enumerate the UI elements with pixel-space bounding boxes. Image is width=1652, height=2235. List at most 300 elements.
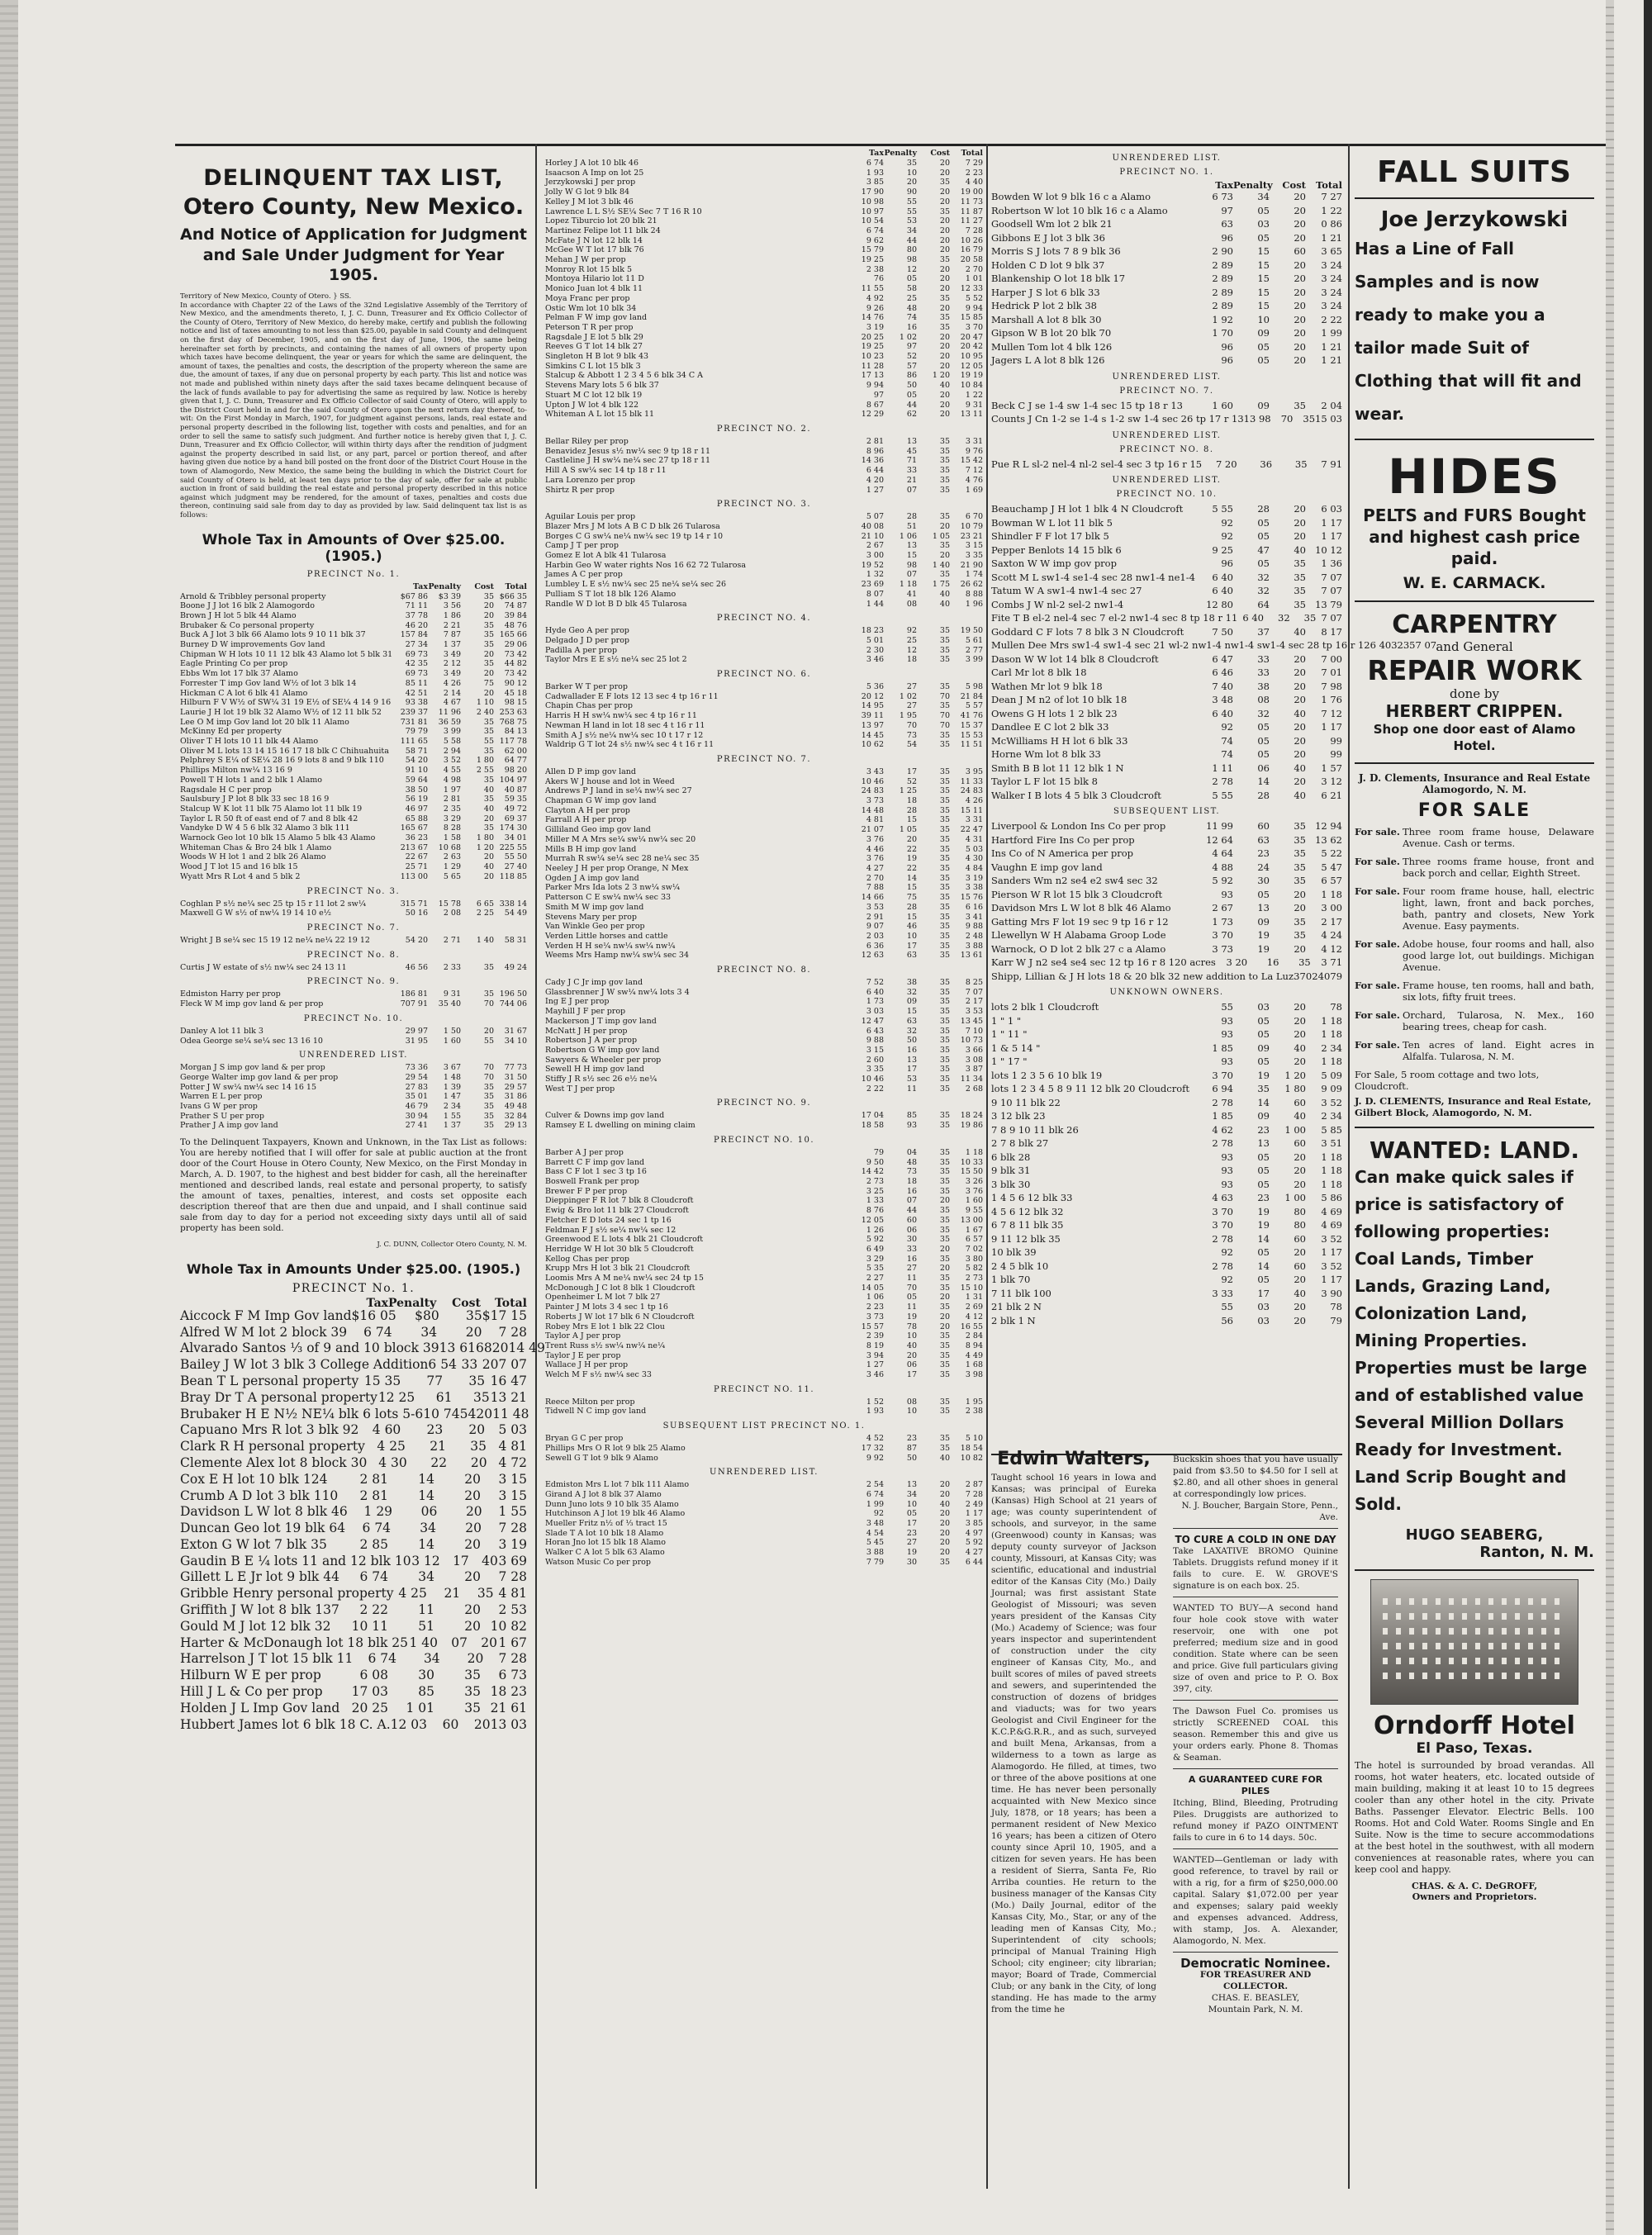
tax-row-amount: 14 — [1257, 1096, 1270, 1108]
tax-row-amount: 6 74 — [866, 225, 884, 235]
tax-row-amount: 3 52 — [1321, 1096, 1342, 1108]
tax-row-amount: 2 70 — [965, 264, 983, 274]
tax-row-amount: 35 — [939, 313, 950, 323]
tax-row — [180, 630, 527, 640]
tax-row — [545, 456, 983, 466]
tax-row — [180, 1554, 527, 1570]
tax-row-amount: $66 35 — [499, 591, 527, 601]
tax-row-amount: 23 — [1257, 1123, 1270, 1136]
tax-row — [991, 1191, 1342, 1205]
tax-row — [545, 1284, 983, 1293]
tax-row-amount: 29 13 — [504, 1121, 527, 1131]
tax-row-amount: 11 27 — [960, 216, 983, 226]
tax-row-description: Taylor A J per prop — [545, 1331, 621, 1341]
divider — [1355, 1127, 1594, 1128]
tax-row-amount: 64 — [1257, 598, 1270, 610]
tax-row-amount: 09 — [1257, 1110, 1270, 1122]
tax-row-amount: 79 — [1330, 1314, 1342, 1326]
tax-row — [180, 640, 527, 650]
tax-rows-unrendered — [180, 1063, 527, 1131]
tax-row-description: Bass C F lot 1 sec 3 tp 16 — [545, 1167, 647, 1177]
tax-row-description: Jolly W G lot 9 blk 84 — [545, 187, 630, 197]
tax-row-amount: 3 66 — [965, 1045, 983, 1055]
tax-row — [991, 720, 1342, 734]
tax-row-amount: 11 — [418, 1602, 434, 1618]
tax-row-description: 7 8 9 10 11 blk 26 — [991, 1123, 1079, 1136]
tax-row-amount: 1 17 — [1321, 1274, 1342, 1285]
tax-row-amount: 93 — [1221, 1056, 1233, 1067]
tax-row — [991, 1151, 1342, 1165]
tax-row-amount: 10 46 — [861, 1075, 884, 1084]
tax-row-amount: 15 42 — [960, 456, 983, 466]
tax-row — [991, 1246, 1342, 1260]
tax-row-description: Warnock, O D lot 2 blk 27 c a Alamo — [991, 942, 1166, 955]
divider — [1173, 1848, 1338, 1849]
tax-row-amount: 7 40 — [1212, 680, 1233, 692]
hotel-window — [1475, 1628, 1480, 1635]
tax-row-description: Kellog Chas per prop — [545, 1254, 629, 1264]
tax-row-description: Coghlan P s½ ne¼ sec 25 tp 15 r 11 lot 2 sw¼ — [180, 899, 367, 909]
tax-row-description: Robertson G W imp gov land — [545, 1045, 660, 1055]
tax-row — [991, 1232, 1342, 1246]
tax-row-description: Gipson W B lot 20 blk 70 — [991, 327, 1112, 339]
tax-row-amount: 1 18 — [1321, 1165, 1342, 1176]
tax-row-amount: 6 74 — [363, 1324, 392, 1340]
tax-row-amount: 20 — [939, 245, 950, 255]
tax-row-amount: 48 — [906, 1157, 917, 1167]
tax-row-amount: 19 — [1257, 1219, 1270, 1231]
tax-row-amount: 28 — [1257, 503, 1270, 515]
tax-row-amount: 35 — [939, 626, 950, 636]
tax-row-amount: 1 55 — [498, 1504, 527, 1520]
tax-row-amount: 35 — [939, 1397, 950, 1407]
tax-row — [545, 551, 983, 561]
tax-row-amount: 7 28 — [498, 1324, 527, 1340]
precinct-heading: PRECINCT NO. 4. — [716, 614, 812, 624]
tax-row-amount: 1 39 — [443, 1082, 461, 1092]
tax-row-amount: 20 — [1294, 313, 1306, 325]
tax-row-amount: 3 15 — [866, 1045, 884, 1055]
hotel-window — [1502, 1613, 1507, 1620]
tax-row-description: Whiteman A L lot 15 blk 11 — [545, 410, 655, 420]
tax-row-amount: 15 — [1257, 286, 1270, 298]
tax-row-amount: 37 — [1294, 970, 1306, 982]
tax-row-amount: 08 — [1257, 694, 1270, 705]
hotel-window — [1462, 1673, 1467, 1679]
tax-row-amount: 29 54 — [405, 1072, 428, 1082]
tax-row-amount: 35 — [464, 1700, 481, 1715]
tax-row-description: Herridge W H lot 30 blk 5 Cloudcroft — [545, 1244, 694, 1254]
tax-row-amount: 14 66 — [861, 893, 884, 903]
hotel-window — [1475, 1673, 1480, 1679]
tax-row-description: Clemente Alex lot 8 block 30 — [180, 1454, 368, 1470]
tax-row-amount: 53 — [906, 1075, 917, 1084]
tax-row-amount: 10 — [906, 1499, 917, 1509]
tax-row-description: Singleton H B lot 9 blk 43 — [545, 352, 649, 362]
tax-row-amount: 3 71 — [1321, 956, 1343, 968]
tax-row-description: Slade T A lot 10 blk 18 Alamo — [545, 1528, 664, 1538]
tax-row-amount: 8 67 — [866, 400, 884, 410]
tax-row-amount: 7 02 — [965, 1244, 983, 1254]
tax-row — [991, 625, 1342, 639]
tax-row-amount: 33 — [906, 466, 917, 476]
tax-row-amount: 10 82 — [490, 1618, 527, 1634]
tax-rows-p2 — [545, 437, 983, 495]
tax-row — [991, 638, 1437, 652]
tax-row-amount: 2 71 — [443, 936, 461, 945]
tax-row-amount: 99 — [1330, 734, 1342, 747]
tax-row-amount: 3 19 — [866, 322, 884, 332]
tax-row-amount: 10 — [906, 168, 917, 178]
tax-row-amount: 20 — [906, 834, 917, 844]
tax-rows-over — [180, 592, 527, 882]
tax-row — [180, 766, 527, 776]
tax-row-description: Allen D P imp gov land — [545, 766, 636, 776]
tax-row — [180, 601, 527, 611]
tax-row — [180, 659, 527, 669]
tax-row-amount: 27 40 — [504, 862, 527, 872]
tax-row-amount: 20 — [1294, 530, 1306, 542]
tax-row — [545, 1196, 983, 1206]
tax-row-amount: 28 — [906, 902, 917, 912]
tax-row-description: Lara Lorenzo per prop — [545, 475, 635, 485]
tax-row-amount: 93 — [1221, 1014, 1233, 1027]
precinct-heading: PRECINCT No. 9. — [306, 977, 401, 987]
tax-row-amount: 9 92 — [866, 1453, 884, 1463]
tax-row — [545, 655, 983, 665]
tax-row-description: Peterson T R per prop — [545, 322, 634, 332]
hotel-window — [1502, 1598, 1507, 1605]
tax-row-amount: 35 — [483, 1121, 494, 1131]
hotel-window — [1541, 1628, 1546, 1635]
tax-row-amount: 1 18 — [1321, 1178, 1342, 1190]
tax-row — [545, 845, 983, 855]
tax-row-amount: 35 — [1257, 1083, 1270, 1094]
tax-row-amount: 58 31 — [504, 936, 527, 945]
tax-row-amount: 22 — [430, 1454, 448, 1470]
tax-row-amount: 2 73 — [866, 1176, 884, 1186]
tax-row-amount: 62 00 — [504, 746, 527, 756]
repair-work-title: REPAIR WORK — [1367, 654, 1582, 686]
tax-row-amount: 35 — [939, 1235, 950, 1245]
tax-row-description: lots 1 2 3 5 6 10 blk 19 — [991, 1069, 1103, 1081]
tax-row-amount: 2 21 — [443, 620, 461, 630]
precinct-heading: PRECINCT NO. 3. — [716, 500, 812, 510]
tax-row-amount: 04 — [906, 1147, 917, 1157]
tax-row-amount: 1 06 — [899, 531, 917, 541]
tax-row-amount: 15 11 — [960, 805, 983, 815]
tax-row-amount: 0 86 — [1321, 218, 1342, 230]
for-sale-description: Ten acres of land. Eight acres in Alfalfa. Tularosa, N. M. — [1403, 1039, 1594, 1062]
tax-row-amount: 12 — [906, 264, 917, 274]
tax-row-amount: 1 92 — [1212, 313, 1233, 325]
tax-row-amount: 3 41 — [965, 912, 983, 922]
tax-row-description: Harbin Geo W water rights Nos 16 62 72 Tularosa — [545, 560, 746, 570]
tax-row — [545, 590, 983, 600]
tax-row-amount: 35 — [483, 989, 494, 999]
tax-row-amount: 707 91 — [400, 999, 428, 1009]
tax-row-amount: 6 74 — [362, 1521, 392, 1536]
tax-row — [545, 342, 983, 352]
tax-row-amount: 3 94 — [866, 1350, 884, 1360]
tax-row-amount: 35 — [939, 825, 950, 835]
tax-row — [545, 692, 983, 702]
tax-row-amount: 18 — [906, 1176, 917, 1186]
tax-row-amount: 79 79 — [405, 727, 428, 737]
tax-row — [180, 1701, 527, 1717]
tax-row — [545, 236, 983, 246]
tax-row-description: Culver & Downs imp gov land — [545, 1111, 665, 1121]
tax-row-amount: 19 25 — [861, 342, 884, 352]
tax-row-amount: 13 62 — [1315, 833, 1342, 846]
tax-row-amount: 07 — [451, 1635, 468, 1650]
tax-row-description: Curtis J W estate of s½ nw¼ sec 24 13 11 — [180, 962, 347, 972]
tax-row — [545, 942, 983, 951]
seaberg-name: HUGO SEABERG, — [1405, 1526, 1544, 1544]
tax-row-amount: 21 — [430, 1439, 446, 1454]
tax-row-amount: 3 73 — [866, 1312, 884, 1322]
tax-row-amount: 20 — [939, 187, 950, 197]
tax-row-amount: 35 — [466, 1307, 482, 1323]
tax-row-description: Hutchinson A J lot 19 blk 46 Alamo — [545, 1509, 686, 1519]
tax-row-amount: 24 — [1257, 861, 1270, 873]
tax-row-amount: 35 — [939, 776, 950, 786]
tax-row-description: Chapin Chas per prop — [545, 701, 633, 711]
tax-row-amount: 3 85 — [965, 1519, 983, 1529]
tax-row-description: Boswell Frank per prop — [545, 1176, 639, 1186]
tax-row-description: Harter & McDonaugh lot 18 blk 25 — [180, 1635, 408, 1650]
tax-row-amount: 315 71 — [400, 899, 428, 909]
tax-row-amount: 12 64 — [1206, 833, 1233, 846]
hides-text: PELTS and FURS Bought and highest cash price paid. — [1363, 505, 1586, 568]
tax-row-amount: 35 — [939, 512, 950, 522]
tax-row-amount: 1 11 — [1212, 762, 1233, 774]
column-advertisements — [1355, 149, 1594, 2197]
tax-row-amount: 78 — [1330, 1001, 1342, 1013]
tax-row-amount: 35 — [468, 1373, 486, 1388]
tax-row-amount: 20 — [939, 1480, 950, 1490]
tax-row-amount: 20 — [1294, 191, 1306, 202]
tax-row-amount: 2 78 — [1212, 1096, 1233, 1108]
tax-row — [545, 951, 983, 961]
hotel-window — [1555, 1643, 1559, 1649]
tax-row — [991, 1082, 1342, 1096]
tax-row-description: Edmiston Harry per prop — [180, 989, 281, 999]
for-sale-item — [1355, 885, 1594, 932]
tax-row-description: Vaughn E imp gov land — [991, 861, 1103, 873]
tax-row — [180, 1092, 527, 1102]
tax-row-amount: 16 — [906, 322, 917, 332]
hotel-window — [1528, 1673, 1533, 1679]
tax-row-amount: 70 — [483, 1072, 494, 1082]
tax-row-amount: 35 — [1294, 458, 1308, 470]
tax-row-description: Ivans G W per prop — [180, 1102, 258, 1112]
tax-row — [545, 333, 983, 343]
for-sale-item — [1355, 1009, 1594, 1032]
tax-row-description: Stuart M C lot 12 blk 19 — [545, 390, 643, 400]
tax-row — [180, 823, 527, 833]
tax-row-amount: 12 63 — [861, 951, 884, 961]
tax-row-amount: 1 29 — [363, 1504, 393, 1520]
hotel-window — [1502, 1628, 1507, 1635]
tax-row-amount: 1 05 — [932, 531, 950, 541]
tax-row-amount: 2 78 — [1212, 776, 1233, 787]
tax-row — [180, 1121, 527, 1131]
tax-row-description: Horne Wm lot 8 blk 33 — [991, 748, 1101, 760]
tax-row-amount: 1 69 — [965, 485, 983, 495]
tax-row-amount: 111 65 — [400, 737, 428, 747]
tax-row — [545, 721, 983, 731]
tax-row-amount: 78 — [1330, 1301, 1342, 1312]
tax-row-amount: 6 03 — [1321, 503, 1342, 515]
divider — [1173, 1528, 1338, 1529]
edwin-walters-text: Taught school 16 years in Iowa and Kansas; was principal of Eureka (Kansas) High School at 21 years of age; was county superintendent of schools, and surveyor, in the same (Greenwood) county in Kansas; was deputy county surveyor of Jackson county, Missouri, at Kansas City; was scientific, educational and industrial editor of the Kansas City (Mo.) Daily Journal; was first assistant State Geologist of Missouri; was seven years president of the Kansas City (Mo.) Academy of Science; was four years inspector and superintendent of construction under the city engineer of Kansas City, Mo., and built scores of miles of paved streets and sewers, and superintended the construction of dozens of bridges and viaducts; was for two years Geologist and Civil Engineer for the K.C.P.&G.R.R., and as such, surveyed and built Mena, Arkansas, from a wilderness to a town as large as Alamogordo. He filled, at times, two or three of the above positions at one time. He has never been personally acquainted with New Mexico since July, 1878, or 18 years; has been a permanent resident of New Mexico 16 years; has been a citizen of Otero county since April 10, 1905, and a citizen for seven years. He has been a resident of Sierra, Santa Fe, Rio Arriba counties. He return to the business manager of the Kansas City (Mo.) Daily Journal, editor of the Kansas City, Mo., Star, or any of the leading men of Kansas City, Mo.; Superintendent of city schools; principal of Manual Training High School; city engineer; city librarian; mayor; Board of Trade, Commercial Club; or any bank in the City, of long standing. He has made to the army from the time he — [991, 1473, 1156, 2014]
tax-row-amount: 2 73 — [965, 1274, 983, 1284]
tax-row-amount: 3 80 — [965, 1254, 983, 1264]
tax-row — [545, 362, 983, 372]
tax-row — [545, 874, 983, 884]
tax-row — [545, 1434, 983, 1444]
tax-row-description: Wright J B se¼ sec 15 19 12 ne¼ ne¼ 22 19 12 — [180, 936, 370, 945]
tax-row-amount: 3 15 — [965, 541, 983, 551]
tax-row-amount: 1 20 — [1284, 1069, 1306, 1081]
tax-row-amount: 6 16 — [965, 902, 983, 912]
hotel-window — [1462, 1643, 1467, 1649]
tax-row-amount: 85 — [418, 1684, 434, 1700]
tax-row-amount: 05 — [1257, 354, 1270, 366]
tax-row-amount: 17 32 — [861, 1443, 884, 1453]
tax-row-description: Karr W J n2 se4 se4 sec 12 tp 16 r 8 120 acres — [991, 956, 1216, 968]
tax-row-description: Kelley J M lot 3 blk 46 — [545, 197, 634, 206]
tax-row — [545, 682, 983, 692]
tax-row-amount: 1 68 — [965, 1360, 983, 1370]
tax-row-description: Krupp Mrs H lot 3 blk 21 Cloudcroft — [545, 1264, 691, 1274]
tax-row-amount: 11 — [906, 1274, 917, 1284]
tax-row-description: Feldman F J s½ se¼ nw¼ sec 12 — [545, 1225, 676, 1235]
tax-row-description: Hill A S sw¼ sec 14 tp 18 r 11 — [545, 466, 667, 476]
hotel-window — [1436, 1628, 1441, 1635]
tax-row-amount: 20 — [464, 1569, 481, 1585]
tax-row — [180, 814, 527, 824]
tax-row-description: Padilla A per prop — [545, 645, 618, 655]
tax-row-description: Monroy R lot 15 blk 5 — [545, 264, 633, 274]
tax-row-amount: 1 47 — [443, 1092, 461, 1102]
tax-row-description: Borges C G sw¼ ne¼ nw¼ sec 19 tp 14 r 10 — [545, 531, 724, 541]
tax-row — [545, 600, 983, 610]
tax-row-amount: 2 78 — [1212, 1232, 1233, 1245]
cold-cure-text: Take LAXATIVE BROMO Quinine Tablets. Druggists refund money if it fails to cure. E. W. GROVE'S signature is on each box. 25. — [1173, 1546, 1338, 1591]
hotel-window — [1502, 1673, 1507, 1679]
tax-row-description: Dunn Juno lots 9 10 blk 35 Alamo — [545, 1499, 679, 1509]
tax-rows-a — [991, 190, 1342, 368]
tax-row-amount: $67 86 — [400, 591, 428, 601]
hotel-window — [1449, 1643, 1454, 1649]
tax-row-amount: 20 — [1294, 231, 1306, 244]
tax-row-amount: 21 07 — [861, 825, 884, 835]
tax-row-amount: 3 33 — [1212, 1287, 1233, 1299]
tax-row-amount: 113 00 — [400, 871, 428, 881]
tax-row-description: Harris H H sw¼ nw¼ sec 4 tp 16 r 11 — [545, 711, 697, 721]
tax-row-amount: 6 94 — [1212, 1083, 1233, 1094]
hotel-text: The hotel is surrounded by broad verandas. All rooms, hot water heaters, etc. located outside of main building, making it at least 10 to 15 degrees cooler than any other hotel in the city. Private Baths. Passenger Elevator. Electric Bells. 100 Rooms. Hot and Cold Water. Rooms Single and En Suite. Now is the time to secure accommodations at the best hotel in the southwest, with all modern conveniences at reasonable rates, where you can keep cool and happy. — [1355, 1760, 1594, 1875]
tax-row — [180, 1488, 527, 1505]
tax-row-amount: 186 81 — [400, 989, 428, 999]
tax-row-amount: 1 76 — [1321, 694, 1342, 705]
hotel-owner-2: Owners and Proprietors. — [1412, 1891, 1537, 1902]
tax-row — [991, 231, 1342, 245]
tax-row-amount: 5 22 — [1321, 847, 1342, 859]
tax-row-amount: 22 — [906, 844, 917, 854]
tax-row-amount: 35 — [939, 864, 950, 873]
tax-row-description: Aguilar Louis per prop — [545, 512, 636, 522]
tax-row-amount: 3 88 — [866, 1548, 884, 1558]
hides-name: W. E. CARMACK. — [1403, 574, 1546, 592]
tax-row-amount: 3 98 — [965, 1370, 983, 1380]
tax-row-amount: 49 48 — [504, 1102, 527, 1112]
tax-row-amount: 35 — [1403, 639, 1416, 651]
tax-row-amount: 35 — [1294, 833, 1306, 846]
tax-row-description: Holden J L Imp Gov land — [180, 1700, 340, 1715]
tax-row-amount: 34 10 — [504, 1036, 527, 1046]
tax-row-amount: 32 — [1257, 585, 1270, 596]
tax-row-amount: 20 — [939, 235, 950, 245]
hotel-window — [1449, 1613, 1454, 1620]
tax-row — [545, 731, 983, 741]
tax-row-description: Shipp, Lillian & J H lots 18 & 20 blk 32 new addition to La Luz — [991, 970, 1294, 982]
tax-row-amount: 11 48 — [492, 1406, 529, 1421]
tax-row-description: Capuano Mrs R lot 3 blk 92 — [180, 1422, 359, 1438]
tax-row-description: Duncan Geo lot 19 blk 64 — [180, 1521, 346, 1536]
tax-row-amount: 35 — [939, 902, 950, 912]
tax-row-amount: 3 88 — [965, 941, 983, 951]
tax-row-amount: 1 21 — [1321, 354, 1342, 366]
tax-row-amount: 06 — [906, 1360, 917, 1370]
tax-row-amount: 20 — [464, 1536, 481, 1552]
tax-row-amount: 35 — [1303, 612, 1317, 624]
tax-row-amount: 3 38 — [965, 883, 983, 893]
tax-row-description: Brubaker H E N½ NE¼ blk 6 lots 5-6 — [180, 1406, 424, 1421]
tax-row — [991, 901, 1342, 915]
tax-row-description: Akers W J house and lot in Weed — [545, 776, 675, 786]
tax-row-amount: 14 76 — [861, 313, 884, 323]
tax-row-amount: 8 94 — [965, 1341, 983, 1350]
tax-row-amount: 1 18 — [1321, 1056, 1342, 1067]
tax-row-amount: 4 88 — [1212, 861, 1233, 873]
tax-row-amount: 20 — [939, 342, 950, 352]
tax-row-amount: 104 97 — [499, 775, 527, 785]
tax-row-amount: 35 — [470, 1439, 487, 1454]
tax-row-amount: 19 — [1257, 929, 1270, 941]
tax-row-amount: 05 — [1257, 748, 1270, 760]
tax-row-amount: 2 84 — [965, 1331, 983, 1341]
hotel-window — [1436, 1643, 1441, 1649]
tax-row-description: Stalcup & Abbott 1 2 3 4 5 6 blk 34 C A — [545, 371, 703, 381]
tax-row-description: Smith B B lot 11 12 blk 1 N — [991, 762, 1124, 774]
tax-row — [180, 1027, 527, 1037]
tax-row — [545, 864, 983, 874]
tax-row-amount: 35 — [477, 1586, 494, 1602]
tax-row-amount: 76 — [873, 274, 884, 284]
tax-row-description: Greenwood E L lots 4 blk 21 Cloudcroft — [545, 1235, 704, 1245]
tax-row-amount: 19 — [1257, 1069, 1270, 1081]
tax-row-amount: 4 25 — [398, 1586, 427, 1602]
tax-row-description: Lawrence L L S½ SE¼ Sec 7 T 16 R 10 — [545, 206, 702, 216]
tax-row-amount: 1 85 — [1212, 1042, 1233, 1054]
divider — [1173, 1768, 1338, 1769]
hotel-window — [1422, 1613, 1427, 1620]
tax-row-amount: 5 92 — [866, 1235, 884, 1245]
tax-row-amount: 4 12 — [965, 1312, 983, 1322]
